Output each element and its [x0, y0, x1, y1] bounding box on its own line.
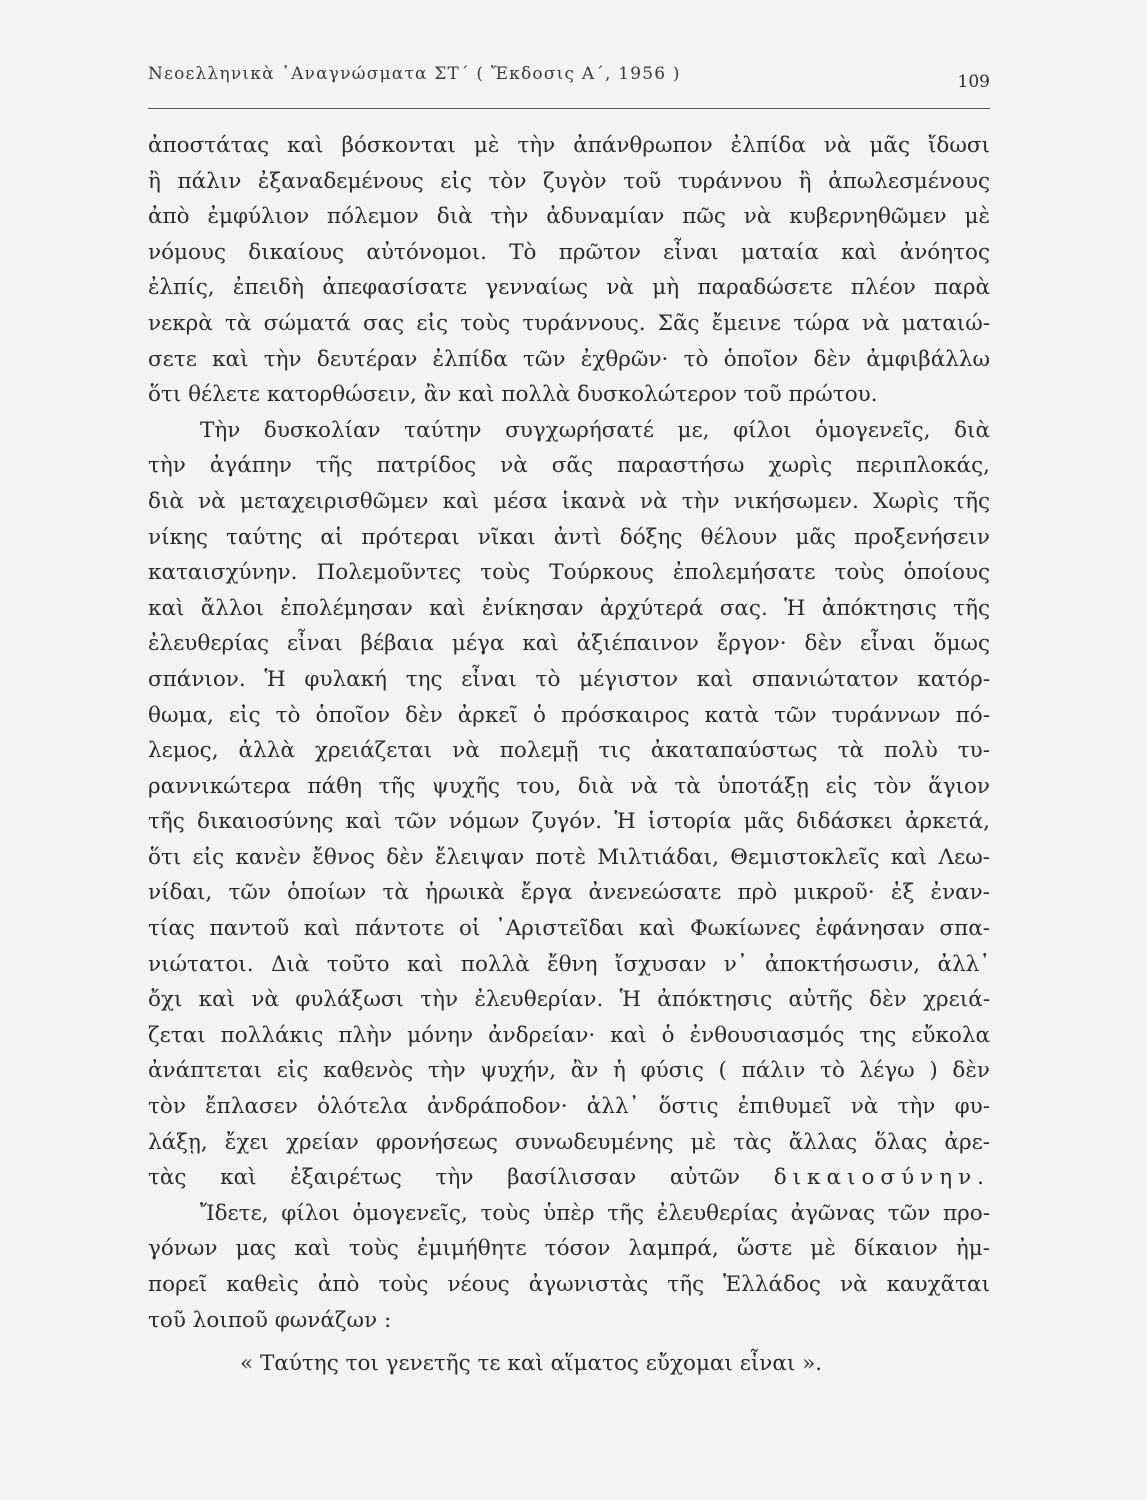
closing-quote: « Ταύτης τοι γενετῆς τε καὶ αἵματος εὔχομαι εἶναι ».	[240, 1351, 823, 1376]
page-number: 109	[957, 72, 990, 92]
text-line: ζεται πολλάκις πλὴν μόνην ἀνδρείαν· καὶ ὁ ἐνθουσιασμός της εὔκολα	[148, 1022, 990, 1048]
paragraph-start-line: Τὴν δυσκολίαν ταύτην συγχωρήσατέ με, φίλοι ὁμογενεῖς, διὰ	[200, 417, 990, 443]
running-header	[148, 64, 990, 94]
text-line: τίας παντοῦ καὶ πάντοτε οἱ ᾿Αριστεῖδαι καὶ Φωκίωνες ἐφάνησαν σπα-	[148, 916, 990, 942]
header-title: Νεοελληνικὰ ᾿Αναγνώσματα ΣΤ΄ ( Ἔκδοσις Α΄, 1956 )	[148, 64, 681, 84]
text-line: τῆς δικαιοσύνης καὶ τῶν νόμων ζυγόν. Ἡ ἱστορία μᾶς διδάσκει ἀρκετά,	[148, 809, 990, 835]
text-line: ὅτι εἰς κανὲν ἔθνος δὲν ἔλειψαν ποτὲ Μιλτιάδαι, Θεμιστοκλεῖς καὶ Λεω-	[148, 844, 990, 870]
text-line: νιώτατοι. Διὰ τοῦτο καὶ πολλὰ ἔθνη ἴσχυσαν ν᾽ ἀποκτήσωσιν, ἀλλ᾽	[148, 951, 990, 977]
text-line: τοῦ λοιποῦ φωνάζων :	[148, 1307, 392, 1333]
text-line: λεμος, ἀλλὰ χρειάζεται νὰ πολεμῇ τις ἀκαταπαύστως τὰ πολὺ τυ-	[148, 738, 990, 764]
text-line: τὴν ἀγάπην τῆς πατρίδος νὰ σᾶς παραστήσω χωρὶς περιπλοκάς,	[148, 453, 990, 479]
text-line: ἀνάπτεται εἰς καθενὸς τὴν ψυχήν, ἂν ἡ φύσις ( πάλιν τὸ λέγω ) δὲν	[148, 1058, 990, 1084]
text-line: ἢ πάλιν ἐξαναδεμένους εἰς τὸν ζυγὸν τοῦ τυράννου ἢ ἀπωλεσμένους	[148, 168, 990, 194]
text-line: λάξῃ, ἔχει χρείαν φρονήσεως συνωδευμένης μὲ τὰς ἄλλας ὅλας ἀρε-	[148, 1129, 990, 1155]
text-line: νίδαι, τῶν ὁποίων τὰ ἡρωικὰ ἔργα ἀνενεώσατε πρὸ μικροῦ· ἐξ ἐναν-	[148, 880, 990, 906]
text-line: σπάνιον. Ἡ φυλακή της εἶναι τὸ μέγιστον καὶ σπανιώτατον κατόρ-	[148, 666, 990, 692]
header-rule	[148, 108, 990, 109]
text-line: τὸν ἔπλασεν ὁλότελα ἀνδράποδον· ἀλλ᾽ ὅστις ἐπιθυμεῖ νὰ τὴν φυ-	[148, 1094, 990, 1120]
text-line: καὶ ἄλλοι ἐπολέμησαν καὶ ἐνίκησαν ἀρχύτερά σας. Ἡ ἀπόκτησις τῆς	[148, 595, 990, 621]
text-line: νόμους δικαίους αὐτόνομοι. Τὸ πρῶτον εἶναι ματαία καὶ ἀνόητος	[148, 239, 990, 265]
text-line: γόνων μας καὶ τοὺς ἐμιμήθητε τόσον λαμπρά, ὥστε μὲ δίκαιον ἠμ-	[148, 1236, 990, 1262]
text-line: ὄχι καὶ νὰ φυλάξωσι τὴν ἐλευθερίαν. Ἡ ἀπόκτησις αὐτῆς δὲν χρειά-	[148, 987, 990, 1013]
text-line: ἐλευθερίας εἶναι βέβαια μέγα καὶ ἀξιέπαινον ἔργον· δὲν εἶναι ὅμως	[148, 631, 990, 657]
text-line: διὰ νὰ μεταχειρισθῶμεν καὶ μέσα ἱκανὰ νὰ τὴν νικήσωμεν. Χωρὶς τῆς	[148, 488, 990, 514]
text-line: πορεῖ καθεὶς ἀπὸ τοὺς νέους ἀγωνιστὰς τῆς Ἑλλάδος νὰ καυχᾶται	[148, 1272, 990, 1297]
text-line-start: τὰς καὶ ἐξαιρέτως τὴν βασίλισσαν αὐτῶν	[148, 1165, 740, 1191]
emphasized-word: δικαιοσύνην.	[773, 1165, 990, 1191]
text-line: ἐλπίς, ἐπειδὴ ἀπεφασίσατε γενναίως νὰ μὴ παραδώσετε πλέον παρὰ	[148, 275, 990, 301]
text-line: καταισχύνην. Πολεμοῦντες τοὺς Τούρκους ἐπολεμήσατε τοὺς ὁποίους	[148, 560, 990, 586]
text-line: σετε καὶ τὴν δευτέραν ἐλπίδα τῶν ἐχθρῶν· τὸ ὁποῖον δὲν ἀμφιβάλλω	[148, 346, 990, 372]
text-line: νίκης ταύτης αἱ πρότεραι νῖκαι ἀντὶ δόξης θέλουν μᾶς προξενήσειν	[148, 524, 990, 550]
text-line: νεκρὰ τὰ σώματά σας εἰς τοὺς τυράννους. Σᾶς ἔμεινε τώρα νὰ ματαιώ-	[148, 310, 990, 336]
text-line: ὅτι θέλετε κατορθώσειν, ἂν καὶ πολλὰ δυσκολώτερον τοῦ πρώτου.	[148, 382, 878, 408]
paragraph-start-line: Ἴδετε, φίλοι ὁμογενεῖς, τοὺς ὑπὲρ τῆς ἐλευθερίας ἀγῶνας τῶν προ-	[200, 1200, 990, 1226]
text-line-with-emphasis	[148, 1160, 990, 1196]
text-line: θωμα, εἰς τὸ ὁποῖον δὲν ἀρκεῖ ὁ πρόσκαιρος κατὰ τῶν τυράννων πό-	[148, 702, 990, 728]
body-text	[148, 128, 990, 1338]
text-line: ἀπὸ ἐμφύλιον πόλεμον διὰ τὴν ἀδυναμίαν πῶς νὰ κυβερνηθῶμεν μὲ	[148, 204, 990, 230]
text-line: ραννικώτερα πάθη τῆς ψυχῆς του, διὰ νὰ τὰ ὑποτάξῃ εἰς τὸν ἅγιον	[148, 773, 990, 799]
text-line: ἀποστάτας καὶ βόσκονται μὲ τὴν ἀπάνθρωπον ἐλπίδα νὰ μᾶς ἴδωσι	[148, 133, 990, 158]
